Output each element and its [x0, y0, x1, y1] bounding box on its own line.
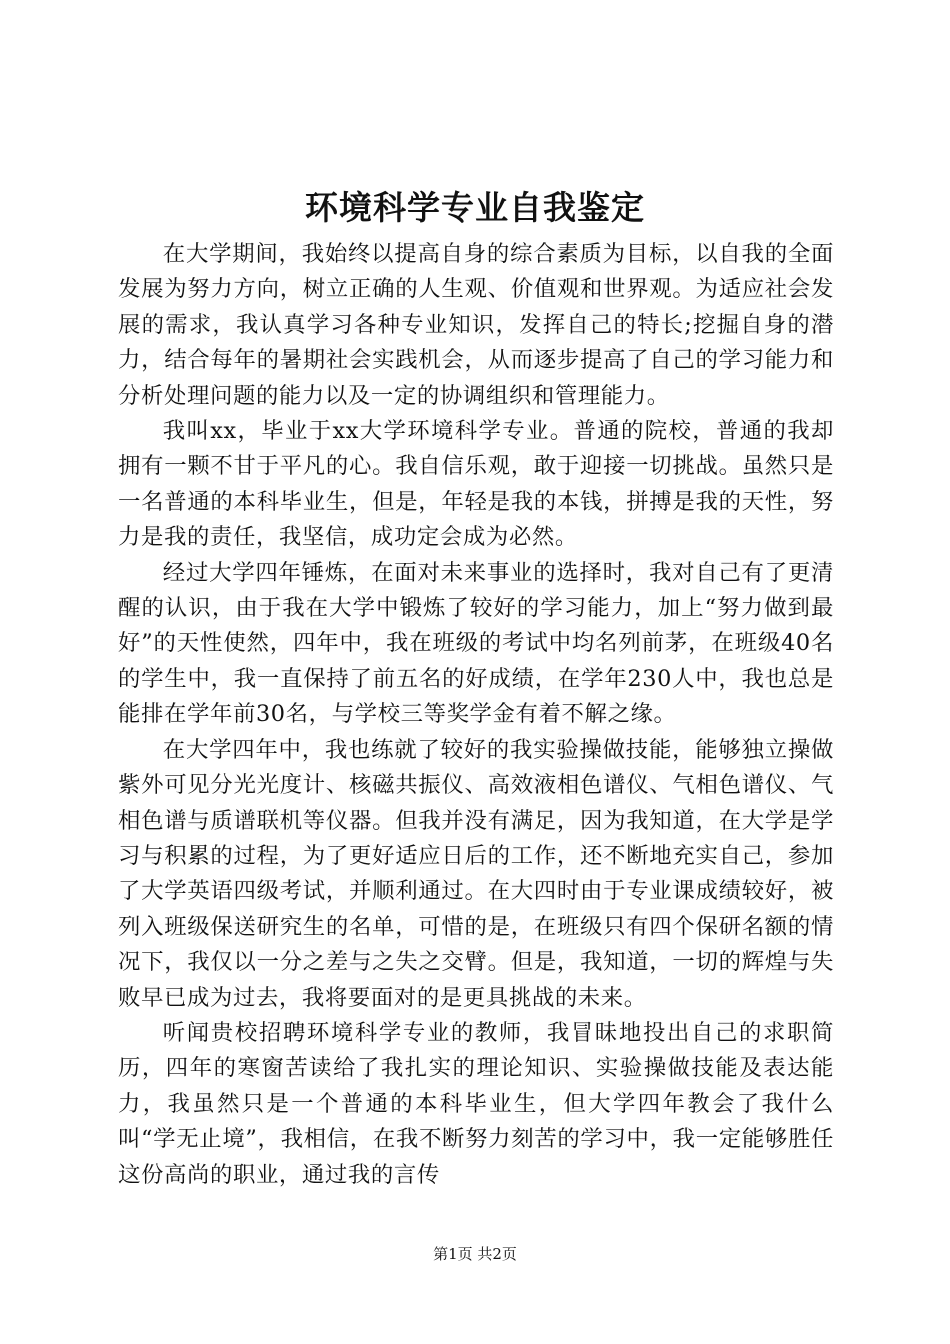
- paragraph-2: 我叫xx，毕业于xx大学环境科学专业。普通的院校，普通的我却拥有一颗不甘于平凡的心。我自信乐观，敢于迎接一切挑战。虽然只是一名普通的本科毕业生，但是，年轻是我的本钱，拼搏是我的天性，努力是我的责任，我坚信，成功定会成为必然。: [118, 418, 834, 551]
- paragraph-5: 听闻贵校招聘环境科学专业的教师，我冒昧地投出自己的求职简历，四年的寒窗苦读给了我扎实的理论知识、实验操做技能及表达能力，我虽然只是一个普通的本科毕业生，但大学四年教会了我什么叫“学无止境”，我相信，在我不断努力刻苦的学习中，我一定能够胜任这份高尚的职业，通过我的言传: [118, 1019, 834, 1188]
- paragraph-4: 在大学四年中，我也练就了较好的我实验操做技能，能够独立操做紫外可见分光光度计、核磁共振仪、高效液相色谱仪、气相色谱仪、气相色谱与质谱联机等仪器。但我并没有满足，因为我知道，在大学是学习与积累的过程，为了更好适应日后的工作，还不断地充实自己，参加了大学英语四级考试，并顺利通过。在大四时由于专业课成绩较好，被列入班级保送研究生的名单，可惜的是，在班级只有四个保研名额的情况下，我仅以一分之差与之失之交臂。但是，我知道，一切的辉煌与失败早已成为过去，我将要面对的是更具挑战的未来。: [118, 736, 834, 1011]
- page-number-footer: 第1页 共2页: [433, 1245, 517, 1263]
- paragraph-3: 经过大学四年锤炼，在面对未来事业的选择时，我对自己有了更清醒的认识，由于我在大学中锻炼了较好的学习能力，加上“努力做到最好”的天性使然，四年中，我在班级的考试中均名列前茅，在班级40名的学生中，我一直保持了前五名的好成绩，在学年230人中，我也总是能排在学年前30名，与学校三等奖学金有着不解之缘。: [118, 559, 834, 728]
- document-title: 环境科学专业自我鉴定: [305, 188, 645, 227]
- paragraph-1: 在大学期间，我始终以提高自身的综合素质为目标，以自我的全面发展为努力方向，树立正确的人生观、价值观和世界观。为适应社会发展的需求，我认真学习各种专业知识，发挥自己的特长;挖掘自身的潜力，结合每年的暑期社会实践机会，从而逐步提高了自己的学习能力和分析处理问题的能力以及一定的协调组织和管理能力。: [118, 241, 834, 409]
- document-body: [118, 237, 834, 1193]
